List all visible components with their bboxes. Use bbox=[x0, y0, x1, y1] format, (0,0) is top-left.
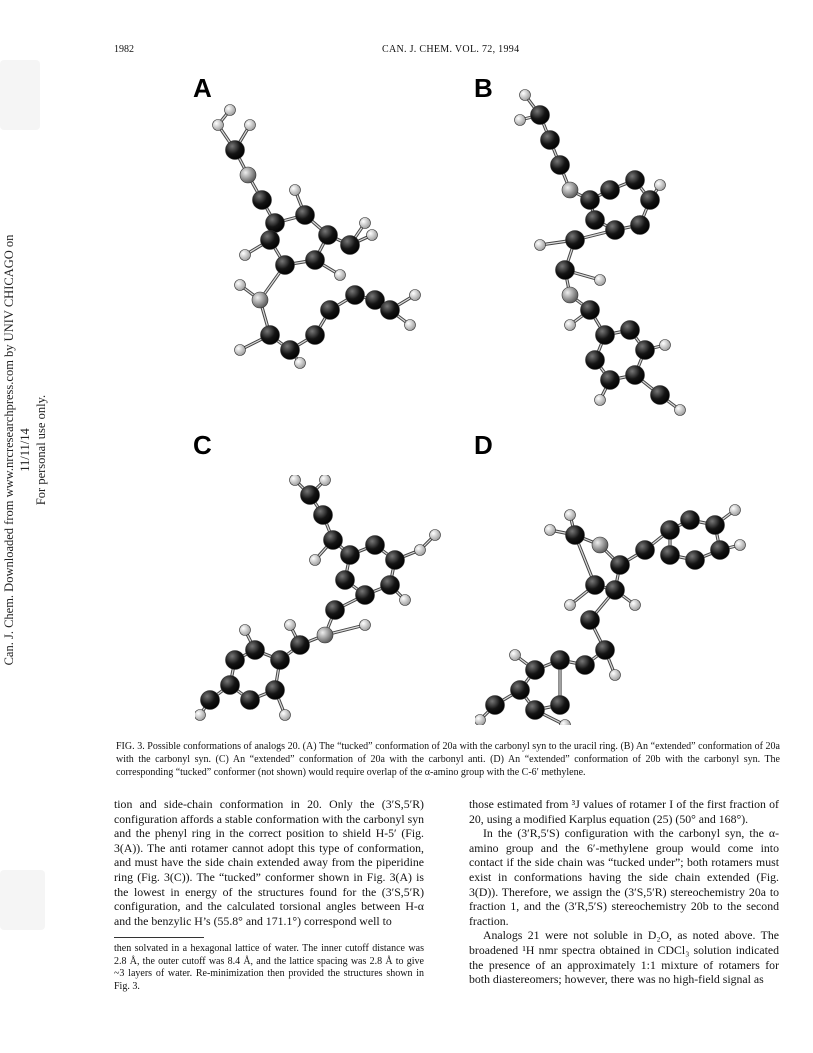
carbon-atom bbox=[261, 326, 280, 345]
hetero-atom bbox=[562, 182, 578, 198]
body-paragraph: In the (3′R,5′S) configuration with the carbonyl syn, the α-amino group and the 6′-methylene group would come into contact if the side chain was “tucked under”; both rotamers must exist in conformations having the side chain extended (Fig. 3(D)). Therefore, we assign the (3′S,5′R) stereochemistry 20a to fraction 1, and the (3′R,5′S) stereochemistry 20b to the second fraction. bbox=[469, 826, 779, 928]
hydrogen-atom bbox=[225, 105, 236, 116]
carbon-atom bbox=[336, 571, 355, 590]
page-number: 1982 bbox=[114, 44, 134, 55]
journal-citation: CAN. J. CHEM. VOL. 72, 1994 bbox=[382, 44, 520, 55]
carbon-atom bbox=[551, 156, 570, 175]
carbon-atom bbox=[581, 191, 600, 210]
hydrogen-atom bbox=[213, 120, 224, 131]
carbon-atom bbox=[226, 141, 245, 160]
carbon-atom bbox=[526, 701, 545, 720]
carbon-atom bbox=[611, 556, 630, 575]
molecule-panel-c bbox=[195, 475, 455, 725]
body-paragraph: Analogs 21 were not soluble in D₂O, as noted above. The broadened ¹H nmr spectra obtained in CDCl₃ solution indicated the presence of an approximately 1:1 mixture of rotamers for both diastereomers; however, there was no high-field signal as bbox=[469, 928, 779, 987]
footnote-rule bbox=[114, 937, 204, 938]
hydrogen-atom bbox=[730, 505, 741, 516]
carbon-atom bbox=[566, 526, 585, 545]
hydrogen-atom bbox=[595, 275, 606, 286]
hydrogen-atom bbox=[475, 715, 486, 726]
carbon-atom bbox=[661, 521, 680, 540]
carbon-atom bbox=[586, 351, 605, 370]
carbon-atom bbox=[266, 214, 285, 233]
hydrogen-atom bbox=[515, 115, 526, 126]
carbon-atom bbox=[606, 221, 625, 240]
carbon-atom bbox=[314, 506, 333, 525]
carbon-atom bbox=[631, 216, 650, 235]
carbon-atom bbox=[246, 641, 265, 660]
carbon-atom bbox=[596, 326, 615, 345]
panel-label-c: C bbox=[193, 430, 212, 460]
molecule-model-c bbox=[195, 475, 455, 725]
carbon-atom bbox=[626, 171, 645, 190]
hydrogen-atom bbox=[565, 510, 576, 521]
body-paragraph: those estimated from ³J values of rotamer I of the first fraction of 20, using a modified Karplus equation (25) (50° and 168°). bbox=[469, 797, 779, 826]
figure-caption: FIG. 3. Possible conformations of analogs 20. (A) The “tucked” conformation of 20a with the carbonyl syn to the uracil ring. (B) An “extended” conformation of 20a with the carbonyl syn. (C) An “extended” conformation of 20a with the carbonyl anti. (D) An “extended” conformation of 20b with the carbonyl syn. The corresponding “tucked” conformer (not shown) would require overlap of the α-amino group with the C-6′ methylene. bbox=[116, 741, 780, 778]
carbon-atom bbox=[581, 611, 600, 630]
carbon-atom bbox=[381, 301, 400, 320]
carbon-atom bbox=[221, 676, 240, 695]
hydrogen-atom bbox=[367, 230, 378, 241]
carbon-atom bbox=[581, 301, 600, 320]
hetero-atom bbox=[317, 627, 333, 643]
carbon-atom bbox=[551, 651, 570, 670]
carbon-atom bbox=[241, 691, 260, 710]
hydrogen-atom bbox=[240, 250, 251, 261]
hydrogen-atom bbox=[320, 475, 331, 486]
hydrogen-atom bbox=[510, 650, 521, 661]
hydrogen-atom bbox=[655, 180, 666, 191]
hydrogen-atom bbox=[410, 290, 421, 301]
hydrogen-atom bbox=[735, 540, 746, 551]
carbon-atom bbox=[606, 581, 625, 600]
hydrogen-atom bbox=[400, 595, 411, 606]
molecule-model-a bbox=[200, 95, 450, 385]
hydrogen-atom bbox=[195, 710, 206, 721]
footnote: then solvated in a hexagonal lattice of water. The inner cutoff distance was 2.8 Å, the outer cutoff was 8.4 Å, and the lattice spacing was 2.8 Å to give ~3 layers of water. Re-minimization then provided the structures shown in Fig. 3. bbox=[114, 943, 424, 992]
carbon-atom bbox=[601, 181, 620, 200]
carbon-atom bbox=[511, 681, 530, 700]
carbon-atom bbox=[386, 551, 405, 570]
carbon-atom bbox=[306, 251, 325, 270]
carbon-atom bbox=[321, 301, 340, 320]
carbon-atom bbox=[324, 531, 343, 550]
hydrogen-atom bbox=[295, 358, 306, 369]
carbon-atom bbox=[651, 386, 670, 405]
hydrogen-atom bbox=[240, 625, 251, 636]
carbon-atom bbox=[271, 651, 290, 670]
carbon-atom bbox=[596, 641, 615, 660]
hydrogen-atom bbox=[610, 670, 621, 681]
carbon-atom bbox=[641, 191, 660, 210]
hydrogen-atom bbox=[535, 240, 546, 251]
hydrogen-atom bbox=[290, 475, 301, 486]
molecule-panel-a bbox=[200, 95, 450, 385]
carbon-atom bbox=[253, 191, 272, 210]
hydrogen-atom bbox=[430, 530, 441, 541]
hydrogen-atom bbox=[310, 555, 321, 566]
carbon-atom bbox=[661, 546, 680, 565]
carbon-atom bbox=[626, 366, 645, 385]
hydrogen-atom bbox=[630, 600, 641, 611]
carbon-atom bbox=[526, 661, 545, 680]
panel-label-a: A bbox=[193, 73, 212, 103]
hydrogen-atom bbox=[235, 280, 246, 291]
carbon-atom bbox=[706, 516, 725, 535]
carbon-atom bbox=[576, 656, 595, 675]
carbon-atom bbox=[621, 321, 640, 340]
carbon-atom bbox=[541, 131, 560, 150]
carbon-atom bbox=[301, 486, 320, 505]
hetero-atom bbox=[562, 287, 578, 303]
hydrogen-atom bbox=[235, 345, 246, 356]
carbon-atom bbox=[201, 691, 220, 710]
hydrogen-atom bbox=[545, 525, 556, 536]
hydrogen-atom bbox=[560, 720, 571, 726]
hydrogen-atom bbox=[415, 545, 426, 556]
carbon-atom bbox=[341, 546, 360, 565]
hydrogen-atom bbox=[565, 600, 576, 611]
panel-label-d: D bbox=[474, 430, 493, 460]
hetero-atom bbox=[240, 167, 256, 183]
hydrogen-atom bbox=[335, 270, 346, 281]
carbon-atom bbox=[296, 206, 315, 225]
personal-use-note: For personal use only. bbox=[34, 394, 48, 506]
hydrogen-atom bbox=[595, 395, 606, 406]
carbon-atom bbox=[326, 601, 345, 620]
hetero-atom bbox=[252, 292, 268, 308]
carbon-atom bbox=[281, 341, 300, 360]
hydrogen-atom bbox=[405, 320, 416, 331]
carbon-atom bbox=[366, 536, 385, 555]
scan-smudge bbox=[0, 60, 40, 130]
carbon-atom bbox=[261, 231, 280, 250]
carbon-atom bbox=[586, 211, 605, 230]
download-watermark bbox=[1, 215, 48, 685]
carbon-atom bbox=[276, 256, 295, 275]
carbon-atom bbox=[291, 636, 310, 655]
carbon-atom bbox=[681, 511, 700, 530]
carbon-atom bbox=[319, 226, 338, 245]
carbon-atom bbox=[341, 236, 360, 255]
hydrogen-atom bbox=[280, 710, 291, 721]
carbon-atom bbox=[636, 541, 655, 560]
carbon-atom bbox=[381, 576, 400, 595]
hydrogen-atom bbox=[360, 620, 371, 631]
left-column bbox=[114, 797, 424, 928]
body-paragraph: tion and side-chain conformation in 20. Only the (3′S,5′R) configuration affords a stable conformation with the carbonyl syn and the phenyl ring in the correct position to shield H-5′ (Fig. 3(A)). The anti rotamer cannot adopt this type of conformation, and must have the side chain extended away from the piperidine ring (Fig. 3(C)). The “tucked” conformer shown in Fig. 3(A) is the lowest in energy of the structures found for the (3′S,5′R) configuration, and the calculated torsional angles between H-α and the benzylic H’s (55.8° and 171.1°) correspond well to bbox=[114, 797, 424, 928]
hydrogen-atom bbox=[565, 320, 576, 331]
molecule-model-b bbox=[510, 80, 710, 420]
molecule-panel-d bbox=[475, 490, 765, 725]
scan-smudge bbox=[0, 870, 45, 930]
hetero-atom bbox=[592, 537, 608, 553]
hydrogen-atom bbox=[675, 405, 686, 416]
carbon-atom bbox=[636, 341, 655, 360]
carbon-atom bbox=[266, 681, 285, 700]
carbon-atom bbox=[586, 576, 605, 595]
hydrogen-atom bbox=[290, 185, 301, 196]
hydrogen-atom bbox=[245, 120, 256, 131]
carbon-atom bbox=[531, 106, 550, 125]
hydrogen-atom bbox=[285, 620, 296, 631]
carbon-atom bbox=[551, 696, 570, 715]
download-note: Can. J. Chem. Downloaded from www.nrcresearchpress.com by UNIV CHICAGO on 11/11/14 bbox=[2, 234, 32, 666]
running-header bbox=[114, 44, 764, 58]
carbon-atom bbox=[486, 696, 505, 715]
carbon-atom bbox=[711, 541, 730, 560]
hydrogen-atom bbox=[660, 340, 671, 351]
molecule-model-d bbox=[475, 490, 765, 725]
molecule-panel-b bbox=[510, 80, 710, 420]
carbon-atom bbox=[566, 231, 585, 250]
carbon-atom bbox=[556, 261, 575, 280]
carbon-atom bbox=[601, 371, 620, 390]
carbon-atom bbox=[356, 586, 375, 605]
carbon-atom bbox=[346, 286, 365, 305]
carbon-atom bbox=[226, 651, 245, 670]
panel-label-b: B bbox=[474, 73, 493, 103]
hydrogen-atom bbox=[360, 218, 371, 229]
carbon-atom bbox=[306, 326, 325, 345]
hydrogen-atom bbox=[520, 90, 531, 101]
right-column bbox=[469, 797, 779, 987]
carbon-atom bbox=[686, 551, 705, 570]
